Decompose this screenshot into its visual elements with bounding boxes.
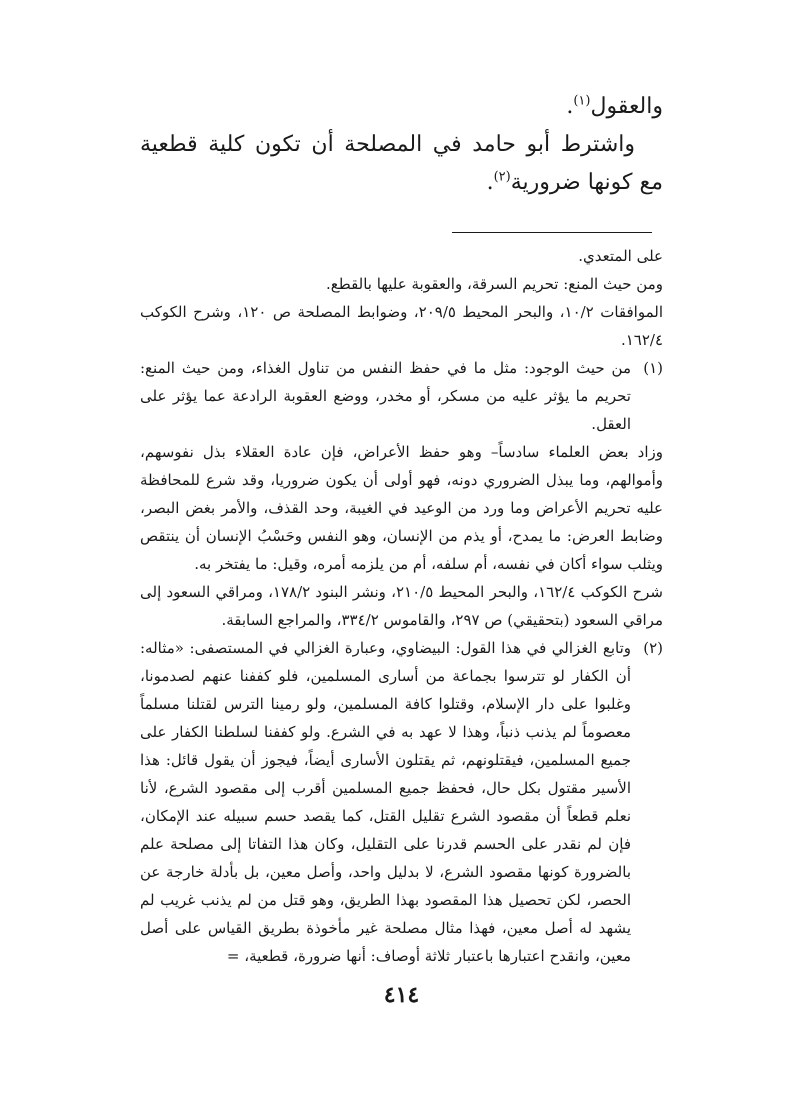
- footnote-1-paragraph: من حيث الوجود: مثل ما في حفظ النفس من تناول الغذاء، ومن حيث المنع: تحريم ما يؤثر عليه من مسكر، أو مخدر، ووضع العقوبة الرادعة عما يؤثر على العقل.: [140, 359, 631, 433]
- main-line-1: [140, 88, 663, 126]
- footnote-1-paragraph: وزاد بعض العلماء سادساً– وهو حفظ الأعراض، فإن عادة العقلاء بذل نفوسهم، وأموالهم، وما يبذل الضروري دونه، فهو أولى أن يكون ضروريا، وقد شرع للمحافظة عليه تحريم الأعراض وما ورد من الوعيد في الغيبة، وحد القذف، والأمر بغض البصر، وضابط العرض: ما يمدح، أو يذم من الإنسان، وهو النفس وحَسْبُ الإنسان أن ينتقص ويثلب سواء أكان في نفسه، أم سلفه، أم من يلزمه أمره، وقيل: ما يفتخر به.: [140, 443, 663, 573]
- footnote-2-number: (٢): [643, 639, 663, 657]
- footnote-2-text: وتابع الغزالي في هذا القول: البيضاوي، وعبارة الغزالي في المستصفى: «مثاله: أن الكفار لو تترسوا بجماعة من أسارى المسلمين، فلو كففنا عنهم لصدمونا، وغلبوا على دار الإسلام، وقتلوا كافة المسلمين، ولو رمينا الترس لقتلنا مسلماً معصوماً لم يذنب ذنباً، وهذا لا عهد به في الشرع. ولو كففنا لسلطنا الكفار على جميع المسلمين، فيقتلونهم، ثم يقتلون الأسارى أيضاً، فيجوز أن يقول قائل: هذا الأسير مقتول بكل حال، فحفظ جميع المسلمين أقرب إلى مقصود الشرع، لأنا نعلم قطعاً أن مقصود الشرع تقليل القتل، كما يقصد حسم سبيله عند الإمكان، فإن لم نقدر على الحسم قدرنا على التقليل، وكان هذا التفاتا إلى مصلحة علم بالضرورة كونها مقصود الشرع، لا بدليل واحد، وأصل معين، بل بأدلة خارجة عن الحصر، لكن تحصيل هذا المقصود بهذا الطريق، وهو قتل من لم يذنب غريب لم يشهد له أصل معين، فهذا مثال مصلحة غير مأخوذة بطريق القياس على أصل معين، وانقدح اعتبارها باعتبار ثلاثة أوصاف: أنها ضرورة، قطعية، =: [140, 639, 631, 965]
- footnote-1: [140, 354, 663, 438]
- continuation-line-2: ومن حيث المنع: تحريم السرقة، والعقوبة عليها بالقطع.: [326, 275, 663, 293]
- continuation-line-1: على المتعدي.: [578, 247, 663, 265]
- footnote-2: [140, 634, 663, 970]
- main-paragraph-2: [140, 126, 663, 202]
- main-paragraph-2-end: .: [486, 170, 494, 195]
- footnote-ref-2[interactable]: (٢): [493, 169, 511, 185]
- footnote-2-body: [140, 634, 631, 970]
- footnote-1-paragraph: شرح الكوكب ١٦٢/٤، والبحر المحيط ٢١٠/٥، ونشر البنود ١٧٨/٢، ومراقي السعود إلى مراقي السعود (بتحقيقي) ص ٢٩٧، والقاموس ٣٣٤/٢، والمراجع السابقة.: [140, 583, 663, 629]
- footnotes: [140, 242, 663, 970]
- main-line-1-end: .: [566, 94, 574, 119]
- continuation-line-3: الموافقات ١٠/٢، والبحر المحيط ٢٠٩/٥، وضوابط المصلحة ص ١٢٠، وشرح الكوكب ١٦٢/٤.: [140, 303, 663, 349]
- footnote-1-body: [140, 354, 631, 438]
- main-paragraph-2-text: واشترط أبو حامد في المصلحة أن تكون كلية قطعية مع كونها ضرورية: [140, 132, 663, 195]
- footnote-1-number: (١): [643, 359, 663, 377]
- main-text: [140, 88, 663, 202]
- page-number: ٤١٤: [383, 982, 420, 1008]
- main-line-1-text: والعقول: [590, 94, 663, 119]
- footnote-ref-1[interactable]: (١): [573, 93, 591, 109]
- footnote-separator: [452, 232, 652, 233]
